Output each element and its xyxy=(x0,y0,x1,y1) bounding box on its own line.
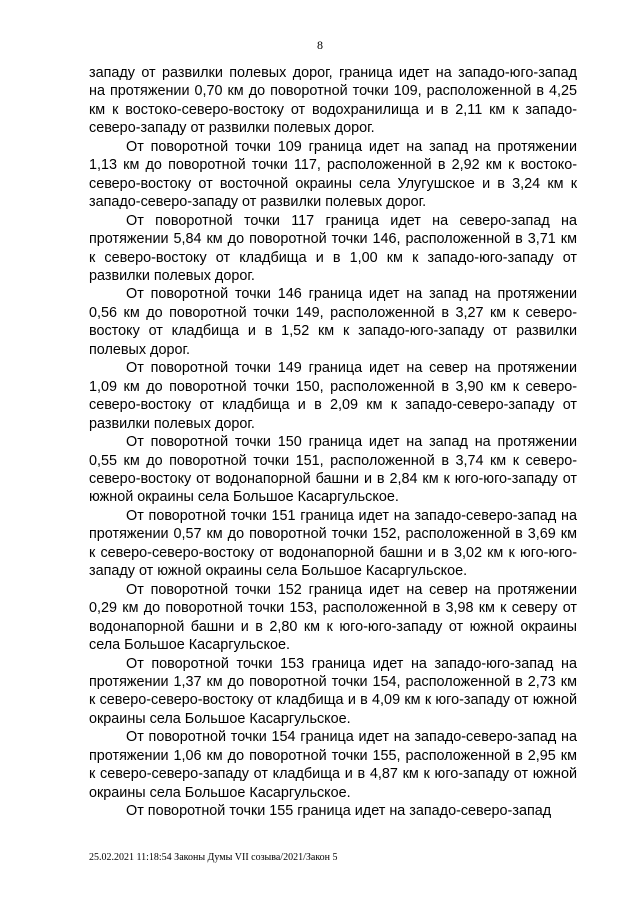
paragraph-point-149: От поворотной точки 149 граница идет на север на протяжении 1,09 км до поворотной точки 150, расположенной в 3,90 км к северо-северо-востоку от кладбища и в 2,09 км к западо-северо-западу от развилки полевых дорог. xyxy=(89,360,577,432)
paragraph-point-152: От поворотной точки 152 граница идет на север на протяжении 0,29 км до поворотной точки 153, расположенной в 3,98 км к северу от водонапорной башни и в 2,80 км к юго-юго-западу от южной окраины села Большое Касаргульское. xyxy=(89,581,577,654)
document-body xyxy=(89,64,577,821)
document-footer: 25.02.2021 11:18:54 Законы Думы VII созыва/2021/Закон 5 xyxy=(89,852,338,863)
paragraph-point-155: От поворотной точки 155 граница идет на западо-северо-запад xyxy=(126,803,552,820)
paragraph-continuation: западу от развилки полевых дорог, граница идет на западо-юго-запад на протяжении 0,70 км до поворотной точки 109, расположенной в 4,25 км к востоко-северо-востоку от водохранилища и в 2,11 км к западо-северо-западу от развилки полевых дорог. xyxy=(89,65,577,137)
paragraph-point-151: От поворотной точки 151 граница идет на западо-северо-запад на протяжении 0,57 км до поворотной точки 152, расположенной в 3,69 км к северо-северо-востоку от водонапорной башни и в 3,02 км к юго-юго-западу от южной окраины села Большое Касаргульское. xyxy=(89,507,577,580)
paragraph-point-109: От поворотной точки 109 граница идет на запад на протяжении 1,13 км до поворотной точки 117, расположенной в 2,92 км к востоко-северо-востоку от восточной окраины села Улугушское и в 3,24 км к западо-северо-западу от развилки полевых дорог. xyxy=(89,138,577,211)
paragraph-point-153: От поворотной точки 153 граница идет на западо-юго-запад на протяжении 1,37 км до поворотной точки 154, расположенной в 2,73 км к северо-северо-востоку от кладбища и в 4,09 км к юго-западу от южной окраины села Большое Касаргульское. xyxy=(89,655,577,727)
paragraph-point-154: От поворотной точки 154 граница идет на западо-северо-запад на протяжении 1,06 км до поворотной точки 155, расположенной в 2,95 км к северо-северо-западу от кладбища и в 4,87 км к юго-западу от южной окраины села Большое Касаргульское. xyxy=(89,729,577,801)
paragraph-point-146: От поворотной точки 146 граница идет на запад на протяжении 0,56 км до поворотной точки 149, расположенной в 3,27 км к северо-востоку от кладбища и в 1,52 км к западо-юго-западу от развилки полевых дорог. xyxy=(89,286,577,358)
page-number: 8 xyxy=(317,38,323,52)
paragraph-point-150: От поворотной точки 150 граница идет на запад на протяжении 0,55 км до поворотной точки 151, расположенной в 3,74 км к северо-северо-востоку от водонапорной башни и в 2,84 км к юго-юго-западу от южной окраины села Большое Касаргульское. xyxy=(89,434,577,506)
paragraph-point-117: От поворотной точки 117 граница идет на северо-запад на протяжении 5,84 км до поворотной точки 146, расположенной в 3,71 км к северо-востоку от кладбища и в 1,00 км к западо-юго-западу от развилки полевых дорог. xyxy=(89,212,577,284)
